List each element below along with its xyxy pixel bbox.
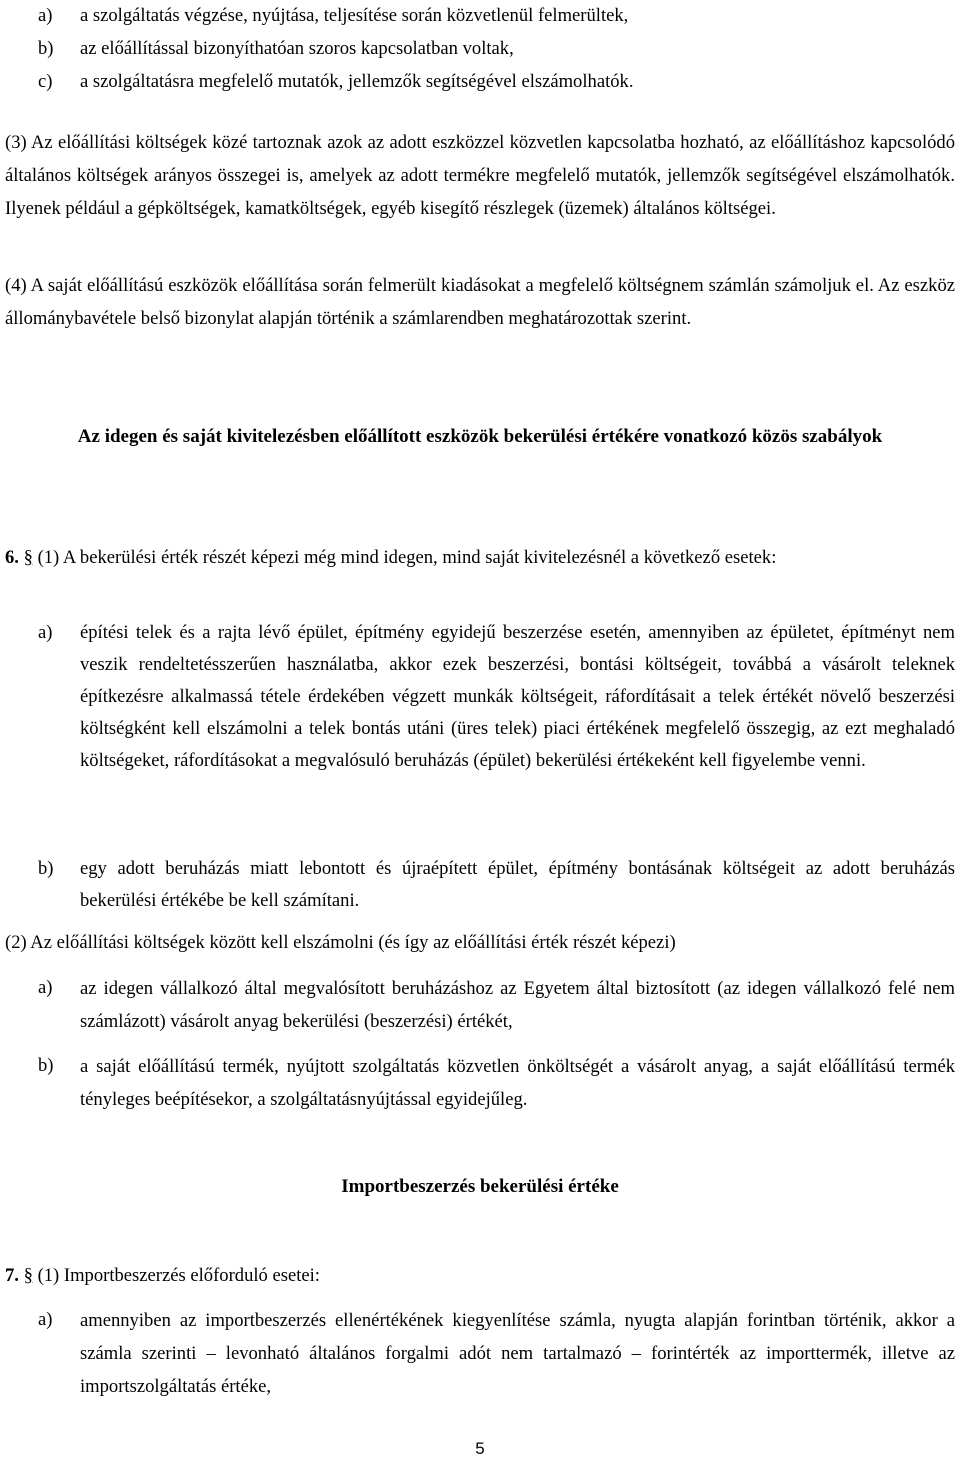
- list-label: c): [38, 71, 53, 92]
- list-text: a saját előállítású termék, nyújtott szolgáltatás közvetlen önköltségét a vásárolt anyag, a saját előállítású termék tényleges beépítésekor, a szolgáltatásnyújtással egyidejűleg.: [80, 1056, 955, 1110]
- section-number: 7.: [5, 1265, 19, 1286]
- page-number: 5: [475, 1439, 485, 1458]
- paragraph-sign: §: [23, 547, 33, 568]
- section-text: (1) A bekerülési érték részét képezi még mind idegen, mind saját kivitelezésnél a következő esetek:: [37, 547, 777, 568]
- paragraph-6-2: (2) Az előállítási költségek között kell elszámolni (és így az előállítási érték részét képezi): [5, 932, 676, 953]
- paragraph-4: (4) A saját előállítású eszközök előállítása során felmerült kiadásokat a megfelelő költségnem számlán számoljuk el. Az eszköz állománybavétele belső bizonylat alapján történik a számlarendben meghatározottak szerint.: [5, 275, 955, 329]
- section-6-paragraph: [5, 541, 955, 574]
- list-label: b): [38, 858, 54, 879]
- list-label: a): [38, 5, 53, 26]
- list-label: a): [38, 622, 53, 643]
- section-text: (1) Importbeszerzés előforduló esetei:: [37, 1265, 320, 1286]
- list-label: b): [38, 1055, 54, 1076]
- paragraph-sign: §: [23, 1265, 33, 1286]
- list-text: a szolgáltatás végzése, nyújtása, teljesítése során közvetlenül felmerültek,: [80, 5, 629, 26]
- list-item: [38, 853, 955, 917]
- list-text: a szolgáltatásra megfelelő mutatók, jellemzők segítségével elszámolhatók.: [80, 71, 634, 92]
- list-text: amennyiben az importbeszerzés ellenértékének kiegyenlítése számla, nyugta alapján forintban történik, akkor a számla szerinti – levonható általános forgalmi adót nem tartalmazó – forintérték az importtermék, illetve az importszolgáltatás értéke,: [80, 1310, 955, 1397]
- list-item: [38, 1050, 955, 1116]
- list-item: [38, 972, 955, 1038]
- list-text: az idegen vállalkozó által megvalósított beruházáshoz az Egyetem által biztosított (az idegen vállalkozó felé nem számlázott) vásárolt anyag bekerülési (beszerzési) értékét,: [80, 978, 955, 1032]
- list-label: b): [38, 38, 54, 59]
- section-heading: Importbeszerzés bekerülési értéke: [341, 1176, 619, 1197]
- list-label: a): [38, 1309, 53, 1330]
- list-label: a): [38, 977, 53, 998]
- list-text: az előállítással bizonyíthatóan szoros kapcsolatban voltak,: [80, 38, 514, 59]
- section-number: 6.: [5, 547, 19, 568]
- section-heading: Az idegen és saját kivitelezésben előállított eszközök bekerülési értékére vonatkozó közös szabályok: [77, 426, 883, 447]
- list-text: egy adott beruházás miatt lebontott és újraépített épület, építmény bontásának költségeit az adott beruházás bekerülési értékébe be kell számítani.: [80, 858, 955, 911]
- list-item: [38, 1304, 955, 1403]
- list-text: építési telek és a rajta lévő épület, építmény egyidejű beszerzése esetén, amennyiben az épületet, építményt nem veszik rendeltetésszerűen használatba, akkor ezek beszerzési, bontási költségeit, továbbá a vásárolt teleknek építkezésre alkalmassá tétele érdekében végzett munkák költségeit, ráfordításait a telek értékét növelő beszerzési költségként kell elszámolni a telek bontás utáni (üres telek) piaci értékének megfelelő összegig, az ezt meghaladó költségeket, ráfordításokat a megvalósuló beruházás (épület) bekerülési értékeként kell figyelembe venni.: [80, 622, 955, 771]
- list-item: [38, 617, 955, 777]
- paragraph-3: (3) Az előállítási költségek közé tartoznak azok az adott eszközzel közvetlen kapcsolatba hozható, az előállításhoz kapcsolódó általános költségek arányos összegei is, amelyek az adott termékre megfelelő mutatók, jellemzők segítségével elszámolhatók. Ilyenek például a gépköltségek, kamatköltségek, egyéb kisegítő részlegek (üzemek) általános költségei.: [5, 132, 955, 219]
- section-7-paragraph: [5, 1260, 955, 1292]
